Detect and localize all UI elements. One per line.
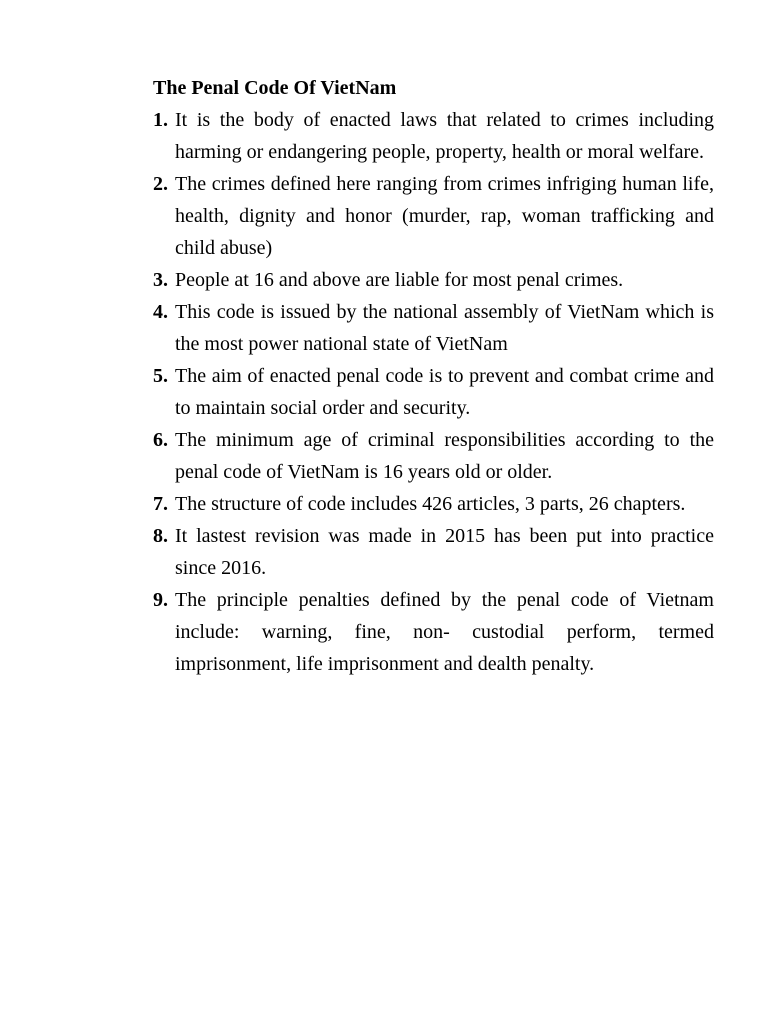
list-item [153,168,714,264]
list-item-number: 6. [153,429,168,451]
list-item-number: 8. [153,525,168,547]
document-body [153,72,714,680]
list-item-text: It lastest revision was made in 2015 has been put into practice since 2016. [175,525,714,579]
list-item-text: People at 16 and above are liable for most penal crimes. [175,269,624,291]
list-item-text: The principle penalties defined by the penal code of Vietnam include: warning, fine, non- custodial perform, termed imprisonment, life imprisonment and dealth penalty. [175,589,714,675]
list-item-text: This code is issued by the national assembly of VietNam which is the most power national state of VietNam [175,301,714,355]
list-item-text: It is the body of enacted laws that related to crimes including harming or endangering people, property, health or moral welfare. [175,109,714,163]
numbered-list [153,104,714,680]
list-item-number: 9. [153,589,168,611]
list-item-text: The aim of enacted penal code is to prevent and combat crime and to maintain social order and security. [175,365,714,419]
list-item [153,264,714,296]
list-item-text: The structure of code includes 426 articles, 3 parts, 26 chapters. [175,493,686,515]
document-title: The Penal Code Of VietNam [153,77,397,99]
list-item-number: 1. [153,109,168,131]
list-item-number: 5. [153,365,168,387]
list-item [153,424,714,488]
list-item [153,360,714,424]
list-item [153,488,714,520]
list-item-text: The minimum age of criminal responsibilities according to the penal code of VietNam is 16 years old or older. [175,429,714,483]
list-item [153,520,714,584]
list-item-number: 2. [153,173,168,195]
list-item-text: The crimes defined here ranging from crimes infriging human life, health, dignity and honor (murder, rap, woman trafficking and child abuse) [175,173,714,259]
list-item [153,584,714,680]
list-item [153,104,714,168]
list-item-number: 7. [153,493,168,515]
list-item-number: 3. [153,269,168,291]
list-item-number: 4. [153,301,168,323]
list-item [153,296,714,360]
